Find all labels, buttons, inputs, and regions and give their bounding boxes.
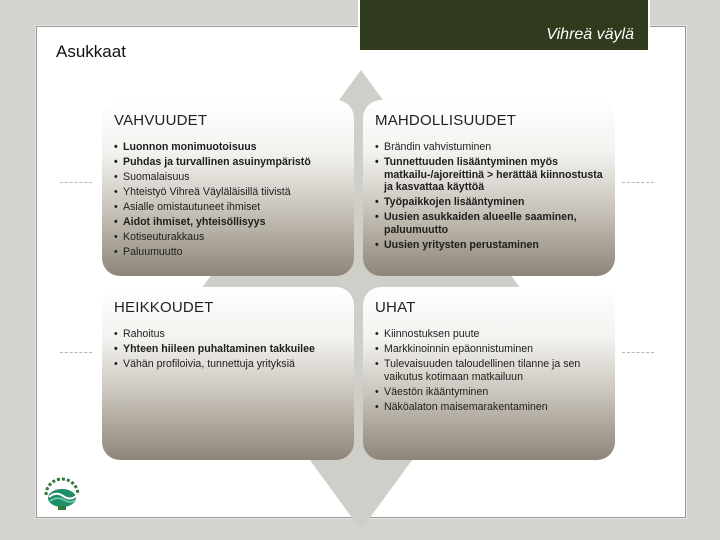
- quadrant-strengths: [102, 100, 354, 276]
- list-item: • Puhdas ja turvallinen asuinympäristö: [114, 156, 342, 169]
- list-item: • Yhteen hiileen puhaltaminen takkuilee: [114, 343, 342, 356]
- decor-dash: [60, 352, 92, 354]
- quadrant-threats: [363, 287, 615, 460]
- list-item: • Näköalaton maisemarakentaminen: [375, 401, 603, 414]
- decor-dash: [622, 352, 654, 354]
- list-item: • Työpaikkojen lisääntyminen: [375, 196, 603, 209]
- quadrant-title: MAHDOLLISUUDET: [375, 112, 517, 129]
- list-item: • Uusien yritysten perustaminen: [375, 239, 603, 252]
- weaknesses-list: [114, 328, 342, 371]
- list-item: • Yhteistyö Vihreä Väyläläisillä tiivistä: [114, 186, 342, 199]
- list-item: • Suomalaisuus: [114, 171, 342, 184]
- slide-title: Vihreä väylä: [546, 26, 634, 43]
- list-item: • Uusien asukkaiden alueelle saaminen, paluumuutto: [375, 211, 603, 236]
- list-item: • Brändin vahvistuminen: [375, 141, 603, 154]
- list-item: • Markkinoinnin epäonnistuminen: [375, 343, 603, 356]
- list-item: • Luonnon monimuotoisuus: [114, 141, 342, 154]
- list-item: • Vähän profiloivia, tunnettuja yrityksiä: [114, 358, 342, 371]
- quadrant-title: VAHVUUDET: [114, 112, 208, 129]
- quadrant-opportunities: [363, 100, 615, 276]
- decor-dash: [60, 182, 92, 184]
- quadrant-title: UHAT: [375, 299, 416, 316]
- list-item: • Aidot ihmiset, yhteisöllisyys: [114, 216, 342, 229]
- list-item: • Väestön ikääntyminen: [375, 386, 603, 399]
- title-bar: [358, 0, 650, 50]
- list-item: • Tunnettuuden lisääntyminen myös matkailu-/ajoreittinä > herättää kiinnostusta ja kasvattaa käyttöä: [375, 156, 603, 194]
- list-item: • Paluumuutto: [114, 246, 342, 259]
- list-item: • Asialle omistautuneet ihmiset: [114, 201, 342, 214]
- slide-heading: Asukkaat: [56, 42, 126, 61]
- threats-list: [375, 328, 603, 413]
- decor-dash: [622, 182, 654, 184]
- list-item: • Kotiseuturakkaus: [114, 231, 342, 244]
- quadrant-title: HEIKKOUDET: [114, 299, 214, 316]
- quadrant-weaknesses: [102, 287, 354, 460]
- opportunities-list: [375, 141, 603, 251]
- list-item: • Kiinnostuksen puute: [375, 328, 603, 341]
- vihrea-vayla-logo-icon: [36, 465, 88, 513]
- list-item: • Rahoitus: [114, 328, 342, 341]
- list-item: • Tulevaisuuden taloudellinen tilanne ja sen vaikutus kotimaan matkailuun: [375, 358, 603, 383]
- strengths-list: [114, 141, 342, 259]
